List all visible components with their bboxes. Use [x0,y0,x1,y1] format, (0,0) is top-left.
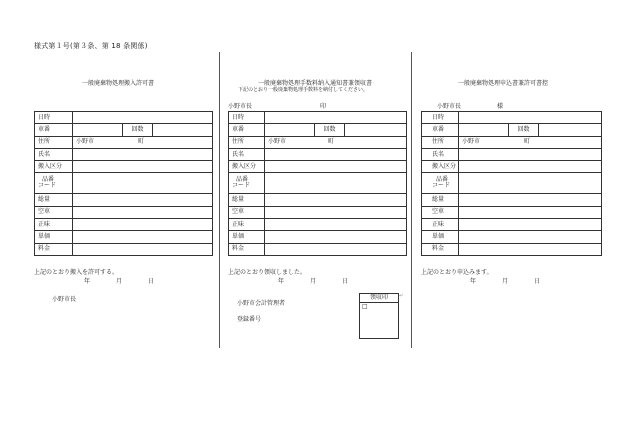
panel-1-footer: 上記のとおり搬入を許可する。 [34,269,119,276]
date-day: 日 [534,278,541,285]
row-label-car-no: 車番 [422,124,459,136]
date-month: 月 [502,278,509,285]
row-label-item-code [35,173,73,194]
panel-1-date-line [84,276,154,285]
row-label-name: 氏名 [35,148,73,160]
panel-3-title: 一般廃棄物処理申込書兼許可書控 [458,80,549,87]
car-no-value [265,124,315,136]
date-year: 年 [278,278,285,285]
address-town: 町 [138,138,145,146]
row-label-address: 住所 [422,136,459,148]
row-label-net: 正味 [422,219,459,231]
panel-1-table [34,111,213,256]
item-code-line-1: 品番 [236,176,249,184]
row-label-total: 総量 [35,194,73,206]
row-label-fee: 料金 [229,243,265,255]
row-label-address: 住所 [229,136,265,148]
count-value [345,124,407,136]
date-value [73,112,213,124]
paragraph-mark: ↵ [399,293,404,299]
row-label-unit-price: 単価 [422,231,459,243]
unit-price-value [459,231,602,243]
date-year: 年 [84,278,91,285]
date-month: 月 [310,278,317,285]
unit-price-value [73,231,213,243]
date-day: 日 [148,278,155,285]
row-label-total: 総量 [422,194,459,206]
panel-3-footer: 上記のとおり申込みます。 [421,269,493,276]
fee-value [73,243,213,255]
register-number-label: 登録番号 [237,316,262,323]
row-label-category: 搬入区分 [422,161,459,173]
car-no-value [459,124,509,136]
count-value [539,124,602,136]
address-town: 町 [524,138,531,146]
name-value [265,148,407,160]
fee-value [459,243,602,255]
row-label-unit-price: 単価 [35,231,73,243]
address-city: 小野市 [268,138,287,146]
address-city: 小野市 [76,138,95,146]
receipt-stamp-checkbox: □ [362,303,368,310]
total-value [73,194,213,206]
row-label-net: 正味 [35,219,73,231]
item-code-value [459,173,602,194]
address-value [265,136,407,148]
panel-3-table [421,111,602,256]
row-label-unit-price: 単価 [229,231,265,243]
panel-1-title: 一般廃棄物処理搬入許可書 [82,80,155,87]
row-label-total: 総量 [229,194,265,206]
row-label-name: 氏名 [229,148,265,160]
address-value [459,136,602,148]
name-value [459,148,602,160]
panel-1-signer: 小野市長 [52,296,77,303]
row-label-car-no: 車番 [229,124,265,136]
fee-value [265,243,407,255]
receipt-stamp-header: 領収印 [360,294,398,303]
address-town: 町 [328,138,335,146]
total-value [459,194,602,206]
receipt-stamp-box [359,293,399,339]
category-value [265,161,407,173]
treasurer-label: 小野市会計管理者 [237,300,286,307]
panel-2-date-line [278,276,348,285]
row-label-empty: 空車 [35,206,73,218]
total-value [265,194,407,206]
date-value [265,112,407,124]
panel-divider-right [411,52,412,348]
row-label-date: 日時 [422,112,459,124]
row-label-car-no: 車番 [35,124,73,136]
item-code-value [73,173,213,194]
row-label-count: 回数 [123,124,153,136]
panel-2-footer: 上記のとおり領収しました。 [228,269,307,276]
date-day: 日 [342,278,349,285]
row-label-date: 日時 [35,112,73,124]
net-value [73,219,213,231]
panel-3-date-line [470,276,540,285]
row-label-count: 回数 [509,124,539,136]
empty-value [265,206,407,218]
row-label-net: 正味 [229,219,265,231]
category-value [459,161,602,173]
row-label-item-code [422,173,459,194]
net-value [265,219,407,231]
panel-2-table [228,111,407,256]
row-label-empty: 空車 [422,206,459,218]
item-code-line-1: 品番 [42,176,55,184]
panel-2-title: 一般廃棄物処理手数料納入通知書兼領収書 [258,80,373,87]
panel-2-addressee-line [228,101,326,110]
panel-divider-left [219,52,220,348]
unit-price-value [265,231,407,243]
row-label-fee: 料金 [422,243,459,255]
date-month: 月 [116,278,123,285]
form-number: 様式第１号(第３条、第 18 条関係) [34,42,148,50]
honorific-label: 様 [497,103,504,110]
address-city: 小野市 [462,138,481,146]
row-label-category: 搬入区分 [35,161,73,173]
row-label-date: 日時 [229,112,265,124]
row-label-name: 氏名 [422,148,459,160]
row-label-fee: 料金 [35,243,73,255]
address-value [73,136,213,148]
panel-2-subtitle: 下記のとおり一般廃棄物処理手数料を納付してください。 [238,87,369,93]
row-label-empty: 空車 [229,206,265,218]
row-label-item-code [229,173,265,194]
date-value [459,112,602,124]
empty-value [73,206,213,218]
row-label-address: 住所 [35,136,73,148]
car-no-value [73,124,123,136]
panel-3-addressee-line [437,101,503,110]
panel-3-addressee: 小野市長 [437,103,462,110]
item-code-value [265,173,407,194]
row-label-count: 回数 [315,124,345,136]
item-code-line-2: コード [232,182,251,190]
category-value [73,161,213,173]
row-label-category: 搬入区分 [229,161,265,173]
panel-2-addressee: 小野市長 [228,103,253,110]
count-value [153,124,213,136]
item-code-line-2: コード [432,182,451,190]
item-code-line-1: 品番 [436,176,449,184]
date-year: 年 [470,278,477,285]
item-code-line-2: コード [38,182,57,190]
empty-value [459,206,602,218]
name-value [73,148,213,160]
seal-label: 印 [320,103,327,110]
net-value [459,219,602,231]
